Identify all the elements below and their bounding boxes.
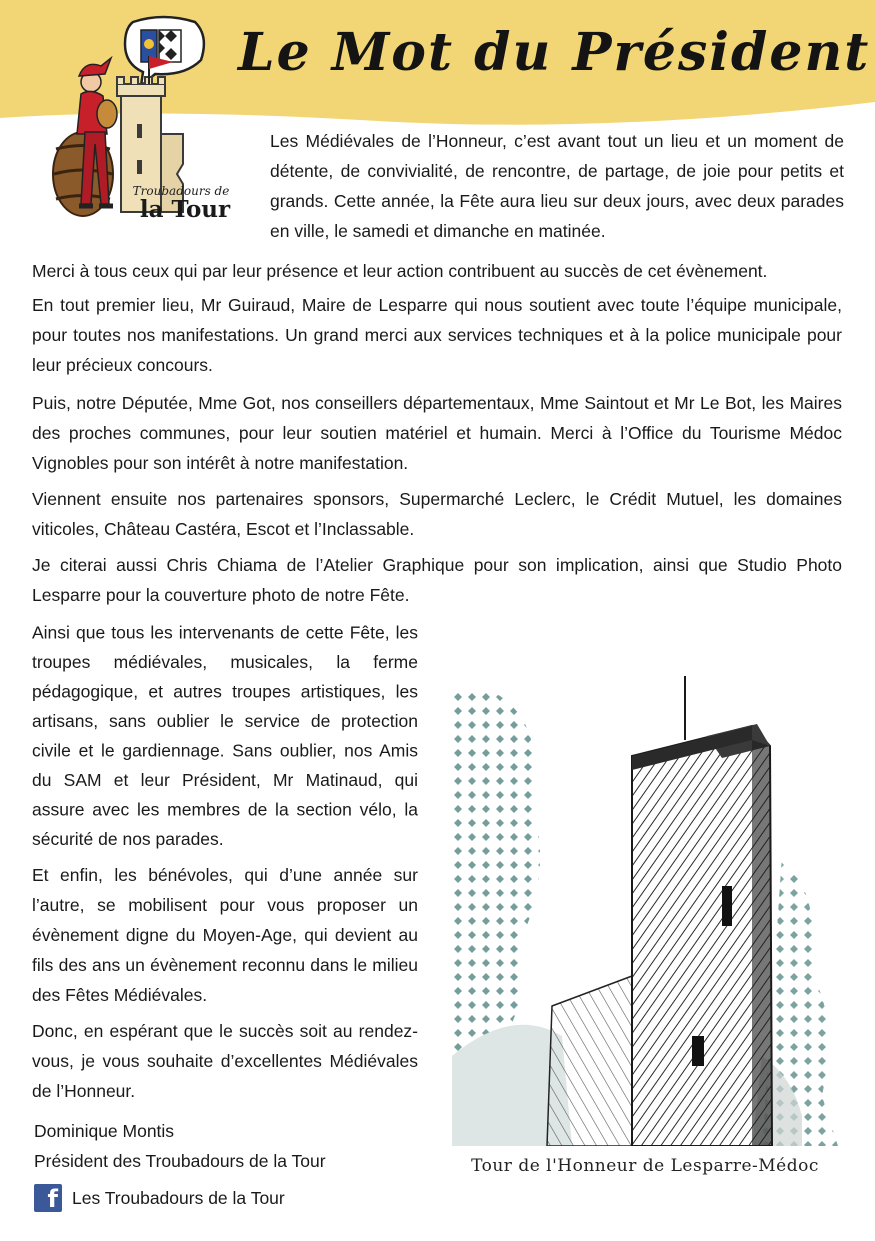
logo-text-top: Troubadours de <box>132 184 230 198</box>
officials-paragraph: Puis, notre Députée, Mme Got, nos conseillers départementaux, Mme Saintout et Mr Le Bot, les Maires des proches communes, pour leur soutien matériel et humain. Merci à l’Office du Tourisme Médoc Vignobles pour son intérêt à notre manifestation. <box>32 393 842 473</box>
thanks-paragraph: Merci à tous ceux qui par leur présence et leur action contribuent au succès de cet évènement. <box>32 261 768 281</box>
signature-name: Dominique Montis <box>34 1121 175 1141</box>
logo-text-bottom: la Tour <box>139 196 231 223</box>
tower-illustration <box>452 676 838 1146</box>
mayor-paragraph: En tout premier lieu, Mr Guiraud, Maire de Lesparre qui nous soutient avec toute l’équipe municipale, pour toutes nos manifestations. Un grand merci aux services techniques et à la police municipale pour leur précieux concours. <box>32 295 842 375</box>
facebook-label: Les Troubadours de la Tour <box>72 1187 285 1208</box>
intro-paragraph: Les Médiévales de l’Honneur, c’est avant tout un lieu et un moment de détente, de convivialité, de rencontre, de partage, de joie pour petits et grands. Cette année, la Fête aura lieu sur deux jours, avec deux parades en ville, le samedi et dimanche en matinée. <box>270 131 844 241</box>
sponsors-paragraph: Viennent ensuite nos partenaires sponsors, Supermarché Leclerc, le Crédit Mutuel, les domaines viticoles, Château Castéra, Escot et l’Inclassable. <box>32 489 842 539</box>
facebook-icon: f <box>34 1184 62 1212</box>
signature-block <box>34 1116 326 1176</box>
closing-paragraph: Donc, en espérant que le succès soit au rendez-vous, je vous souhaite d’excellentes Médiévales de l’Honneur. <box>32 1021 418 1101</box>
participants-paragraph: Ainsi que tous les intervenants de cette Fête, les troupes médiévales, musicales, la ferme pédagogique, et autres troupes artistiques, les artisans, sans oublier le service de protection civile et le gardiennage. Sans oublier, nos Amis du SAM et leur Président, Mr Matinaud, qui assure avec les membres de la section vélo, la sécurité de nos parades. <box>32 622 418 850</box>
volunteers-paragraph: Et enfin, les bénévoles, qui d’une année sur l’autre, se mobilisent pour vous proposer un évènement digne du Moyen-Age, qui devient au fils des ans un évènement reconnu dans le milieu des Fêtes Médiévales. <box>32 865 418 1005</box>
facebook-link[interactable] <box>34 1184 285 1212</box>
graphics-paragraph: Je citerai aussi Chris Chiama de l’Atelier Graphique pour son implication, ainsi que Studio Photo Lesparre pour la couverture photo de notre Fête. <box>32 555 842 605</box>
page-title: Le Mot du Président <box>238 22 871 83</box>
signature-role: Président des Troubadours de la Tour <box>34 1151 326 1171</box>
illustration-caption: Tour de l'Honneur de Lesparre-Médoc <box>471 1156 819 1176</box>
